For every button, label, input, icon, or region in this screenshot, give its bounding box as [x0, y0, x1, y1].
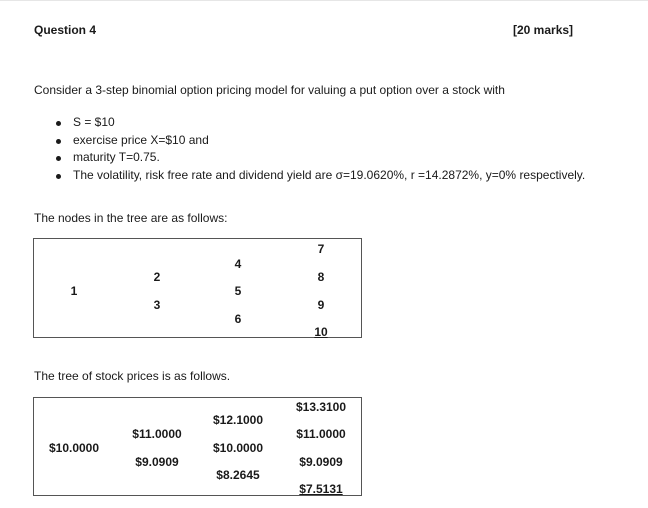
- tree-node-1: 1: [70, 284, 78, 298]
- tree-node-8: 8: [317, 270, 325, 284]
- price-node-7: $13.3100: [295, 400, 347, 414]
- bullet-icon: [56, 121, 61, 126]
- parameter-list: [53, 114, 585, 184]
- stock-price-tree-table: [33, 397, 362, 496]
- intro-text: Consider a 3-step binomial option pricing model for valuing a put option over a stock with: [34, 83, 505, 97]
- list-item: [53, 114, 585, 132]
- bullet-icon: [56, 156, 61, 161]
- list-item: [53, 149, 585, 167]
- tree-node-6: 6: [234, 312, 242, 326]
- price-node-4: $12.1000: [212, 413, 264, 427]
- price-node-8: $11.0000: [296, 427, 346, 441]
- price-node-6: $8.2645: [216, 468, 260, 482]
- question-marks: [20 marks]: [513, 23, 574, 37]
- page-top-rule: [0, 0, 648, 1]
- node-tree-table: [33, 238, 362, 338]
- tree-node-2: 2: [153, 270, 161, 284]
- list-item: [53, 167, 585, 185]
- bullet-text-parameters: The volatility, risk free rate and dividend yield are σ=19.0620%, r =14.2872%, y=0% respectively.: [73, 167, 586, 182]
- bullet-icon: [56, 174, 61, 179]
- price-node-3: $9.0909: [135, 455, 179, 469]
- tree-node-3: 3: [153, 298, 161, 312]
- tree-node-5: 5: [234, 284, 242, 298]
- bullet-text-stock-price: S = $10: [73, 115, 115, 129]
- price-node-10: $7.5131: [299, 482, 343, 496]
- nodes-caption: The nodes in the tree are as follows:: [34, 211, 228, 225]
- price-node-9: $9.0909: [299, 455, 343, 469]
- bullet-text-maturity: maturity T=0.75.: [73, 150, 160, 164]
- tree-node-10: 10: [314, 325, 328, 339]
- list-item: [53, 132, 585, 150]
- tree-node-9: 9: [317, 298, 325, 312]
- price-node-2: $11.0000: [132, 427, 182, 441]
- tree-node-4: 4: [234, 257, 242, 271]
- tree-node-7: 7: [317, 242, 325, 256]
- price-node-1: $10.0000: [48, 441, 100, 455]
- bullet-text-exercise-price: exercise price X=$10 and: [73, 132, 209, 147]
- question-title: Question 4: [34, 23, 97, 37]
- price-node-5: $10.0000: [212, 441, 264, 455]
- prices-caption: The tree of stock prices is as follows.: [34, 369, 231, 383]
- bullet-icon: [56, 139, 61, 144]
